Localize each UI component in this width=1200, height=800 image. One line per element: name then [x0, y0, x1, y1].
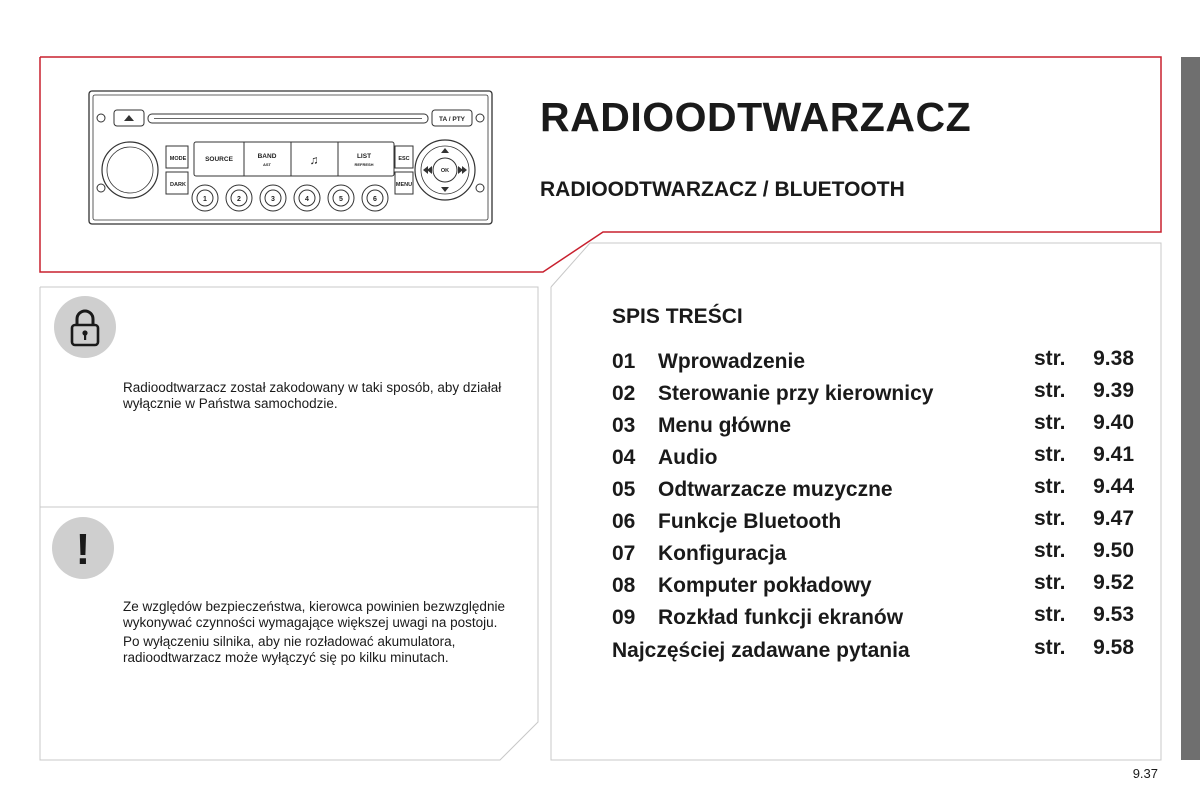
toc-item-number: 04 — [612, 446, 636, 469]
page-title: RADIOODTWARZACZ — [540, 94, 972, 140]
toc-item[interactable] — [612, 603, 1134, 636]
toc-item-number: 01 — [612, 350, 636, 373]
toc-item-page: 9.39 — [1093, 379, 1134, 402]
toc-item-label: Wprowadzenie — [658, 350, 806, 373]
toc-item[interactable] — [612, 571, 1134, 604]
toc-item-label: Audio — [658, 446, 718, 469]
chapter-tab — [1181, 57, 1200, 760]
toc-item-str: str. — [1034, 347, 1066, 370]
lock-icon-badge — [54, 296, 116, 358]
toc-item[interactable] — [612, 636, 1134, 669]
warning-icon-badge — [52, 517, 114, 579]
toc-item-page: 9.53 — [1093, 603, 1134, 626]
toc-item-label: Funkcje Bluetooth — [658, 510, 842, 533]
exclamation-icon — [52, 517, 114, 579]
toc-item-page: 9.40 — [1093, 411, 1134, 434]
toc-item[interactable] — [612, 443, 1134, 476]
music-note-icon[interactable]: ♫ — [309, 153, 319, 167]
toc-item-label: Rozkład funkcji ekranów — [658, 606, 904, 629]
toc-item-str: str. — [1034, 636, 1066, 659]
toc-item-str: str. — [1034, 475, 1066, 498]
toc-item-page: 9.44 — [1093, 475, 1134, 498]
toc-item[interactable] — [612, 411, 1134, 444]
toc-item[interactable] — [612, 347, 1134, 380]
source-button[interactable]: SOURCE — [205, 156, 233, 163]
toc-item-label: Konfiguracja — [658, 542, 787, 565]
toc-item-page: 9.41 — [1093, 443, 1134, 466]
warning-note-paragraph-2: Po wyłączeniu silnika, aby nie rozładować akumulatora, radioodtwarzacz może wyłączyć się po kilku minutach. — [123, 634, 456, 665]
preset-label: 4 — [305, 196, 309, 203]
toc-item[interactable] — [612, 507, 1134, 540]
toc-item-number: 03 — [612, 414, 636, 437]
mode-label: MODE — [169, 156, 187, 162]
toc-item-page: 9.38 — [1093, 347, 1134, 370]
preset-label: 3 — [271, 196, 275, 203]
toc-heading: SPIS TREŚCI — [612, 305, 743, 328]
toc-item-str: str. — [1034, 603, 1066, 626]
toc-item-str: str. — [1034, 571, 1066, 594]
warning-note-paragraph-1: Ze względów bezpieczeństwa, kierowca powinien bezwzględnie wykonywać czynności wymagające większej uwagi na postoju. — [123, 599, 505, 630]
toc-item-page: 9.47 — [1093, 507, 1134, 530]
toc-item-page: 9.58 — [1093, 636, 1134, 659]
toc-item[interactable] — [612, 379, 1134, 412]
refresh-label: REFRESH — [354, 162, 374, 167]
toc-item-page: 9.52 — [1093, 571, 1134, 594]
ast-label: AST — [263, 162, 271, 167]
toc-item-number: 06 — [612, 510, 636, 533]
toc-item-str: str. — [1034, 539, 1066, 562]
toc-item-label: Sterowanie przy kierownicy — [658, 382, 934, 405]
page-number: 9.37 — [1132, 766, 1158, 781]
ta-pty-label: TA / PTY — [439, 116, 465, 123]
page-subtitle: RADIOODTWARZACZ / BLUETOOTH — [540, 178, 905, 201]
toc-item-str: str. — [1034, 379, 1066, 402]
band-button[interactable]: BAND — [257, 153, 277, 160]
toc-item-label: Odtwarzacze muzyczne — [658, 478, 893, 501]
toc-item-number: 02 — [612, 382, 636, 405]
preset-label: 5 — [339, 196, 343, 203]
radio-illustration — [88, 90, 493, 225]
preset-label: 6 — [373, 196, 377, 203]
toc-item-label: Komputer pokładowy — [658, 574, 872, 597]
svg-text:!: ! — [75, 525, 91, 574]
preset-label: 1 — [203, 196, 207, 203]
toc-item-number: 09 — [612, 606, 636, 629]
ok-label: OK — [440, 168, 450, 174]
toc-item-number: 07 — [612, 542, 636, 565]
toc-item-label: Menu główne — [658, 414, 791, 437]
toc-item[interactable] — [612, 475, 1134, 508]
toc-item-str: str. — [1034, 411, 1066, 434]
toc-item-str: str. — [1034, 443, 1066, 466]
dark-label: DARK — [170, 182, 186, 188]
toc-item-page: 9.50 — [1093, 539, 1134, 562]
toc-item-number: 05 — [612, 478, 636, 501]
toc-item[interactable] — [612, 539, 1134, 572]
lock-icon — [54, 296, 116, 358]
lock-note-paragraph: Radioodtwarzacz został zakodowany w taki sposób, aby działał wyłącznie w Państwa samochodzie. — [123, 380, 502, 411]
toc-item-number: 08 — [612, 574, 636, 597]
esc-label: ESC — [398, 156, 410, 162]
preset-label: 2 — [237, 196, 241, 203]
toc-item-str: str. — [1034, 507, 1066, 530]
lock-note-text — [123, 380, 533, 415]
warning-note-text — [123, 599, 533, 669]
list-button[interactable]: LIST — [356, 153, 372, 160]
menu-label: MENU — [395, 182, 413, 188]
toc-item-label: Najczęściej zadawane pytania — [612, 639, 910, 662]
